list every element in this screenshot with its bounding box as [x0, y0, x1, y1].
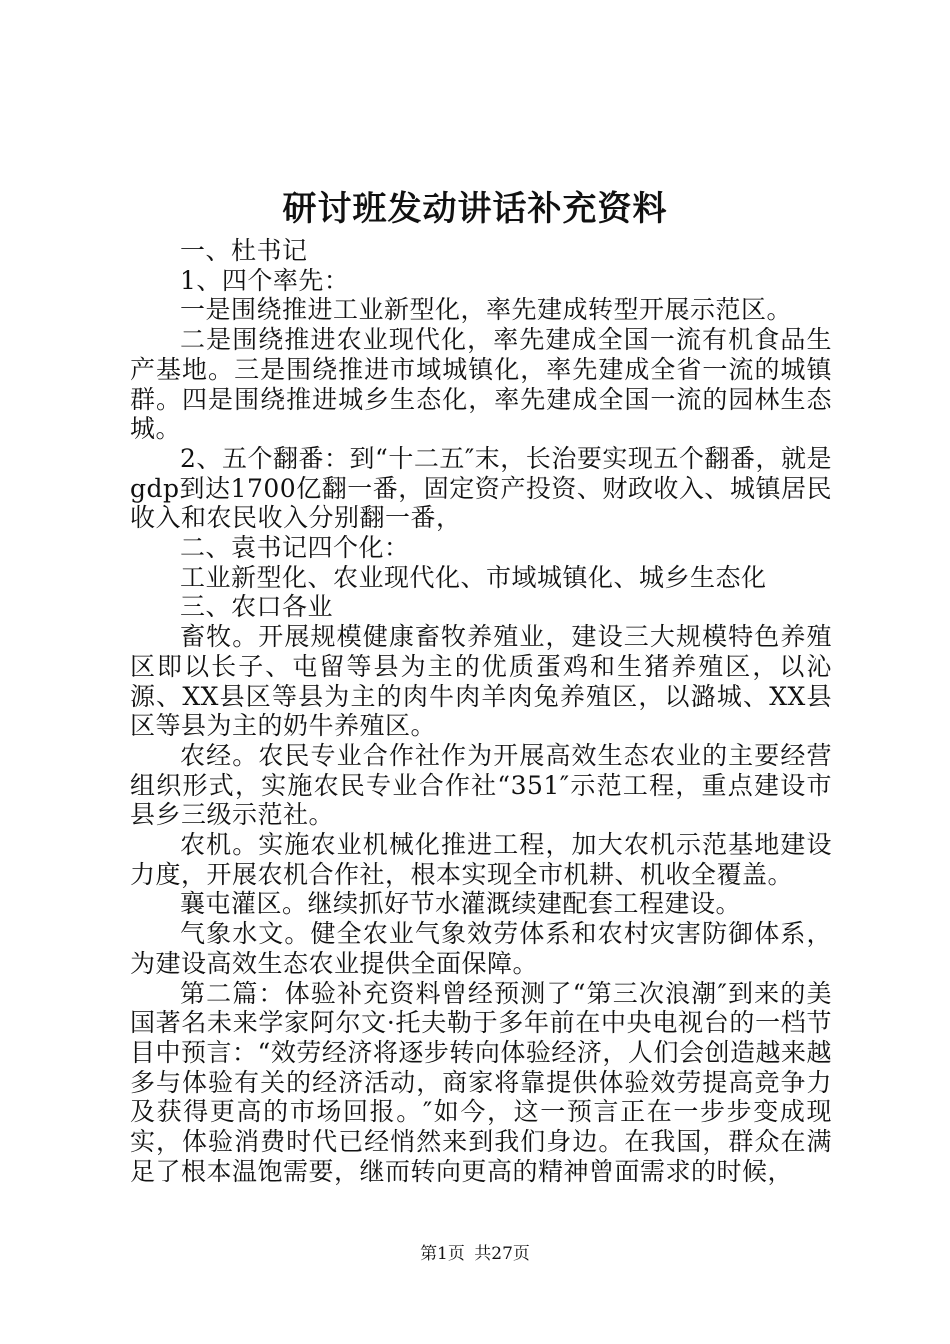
- paragraph: 农机。实施农业机械化推进工程，加大农机示范基地建设力度，开展农机合作社，根本实现全市机耕、机收全覆盖。: [130, 830, 832, 889]
- page-footer: [0, 1243, 950, 1265]
- paragraph: 第二篇：体验补充资料曾经预测了“第三次浪潮″到来的美国著名未来学家阿尔文·托夫勒于多年前在中央电视台的一档节目中预言：“效劳经济将逐步转向体验经济，人们会创造越来越多与体验有关的经济活动，商家将靠提供体验效劳提高竞争力及获得更高的市场回报。″如今，这一预言正在一步步变成现实，体验消费时代已经悄然来到我们身边。在我国，群众在满足了根本温饱需要，继而转向更高的精神曾面需求的时候，: [130, 978, 832, 1186]
- paragraph: 气象水文。健全农业气象效劳体系和农村灾害防御体系，为建设高效生态农业提供全面保障。: [130, 919, 832, 978]
- document-body: [130, 236, 832, 1187]
- paragraph: 一、杜书记: [180, 236, 308, 265]
- paragraph: 一是围绕推进工业新型化，率先建成转型开展示范区。: [180, 295, 793, 325]
- paragraph: 2、五个翻番：到“十二五″末，长治要实现五个翻番，就是gdp到达1700亿翻一番，固定资产投资、财政收入、城镇居民收入和农民收入分别翻一番，: [130, 443, 832, 533]
- paragraph: 1、四个率先：: [180, 265, 350, 295]
- paragraph: 畜牧。开展规模健康畜牧养殖业，建设三大规模特色养殖区即以长子、屯留等县为主的优质蛋鸡和生猪养殖区，以沁源、XX县区等县为主的肉牛肉羊肉兔养殖区，以潞城、XX县区等县为主的奶牛养殖区。: [130, 622, 832, 741]
- page-number: 第1页: [420, 1244, 465, 1264]
- paragraph: 工业新型化、农业现代化、市域城镇化、城乡生态化: [180, 562, 767, 592]
- paragraph: 三、农口各业: [180, 592, 334, 622]
- paragraph: 二、袁书记四个化：: [180, 533, 410, 563]
- paragraph: 二是围绕推进农业现代化，率先建成全国一流有机食品生产基地。三是围绕推进市域城镇化，率先建成全省一流的城镇群。四是围绕推进城乡生态化，率先建成全国一流的园林生态城。: [130, 325, 832, 444]
- document-title: 研讨班发动讲话补充资料: [282, 189, 668, 229]
- page-total: 共27页: [474, 1244, 530, 1264]
- paragraph: 襄屯灌区。继续抓好节水灌溉续建配套工程建设。: [180, 889, 742, 919]
- paragraph: 农经。农民专业合作社作为开展高效生态农业的主要经营组织形式，实施农民专业合作社“351″示范工程，重点建设市县乡三级示范社。: [130, 740, 832, 830]
